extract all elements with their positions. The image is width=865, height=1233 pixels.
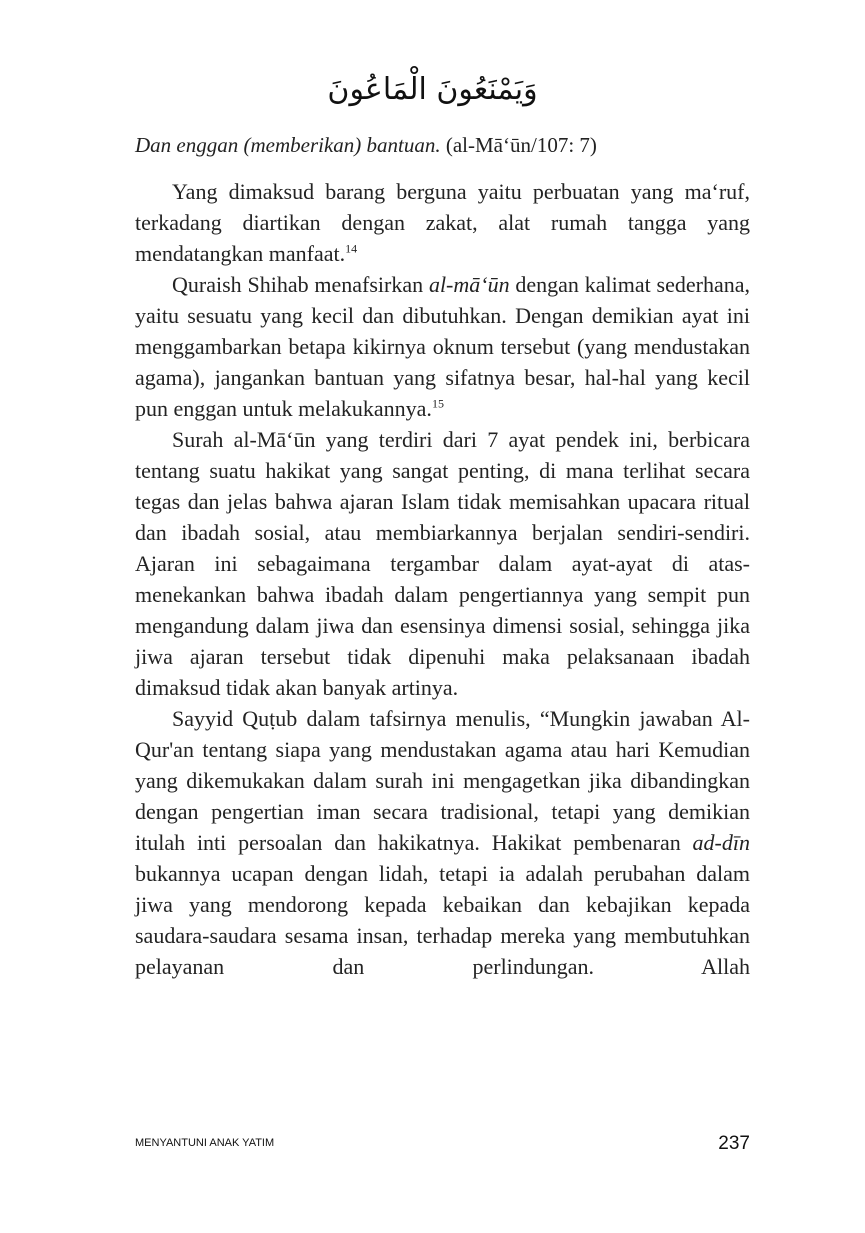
paragraph-3 xyxy=(135,424,750,703)
translation-text: Dan enggan (memberikan) bantuan. xyxy=(135,133,441,157)
paragraph-2-text-a: Quraish Shihab menafsirkan xyxy=(172,272,429,297)
paragraph-4 xyxy=(135,703,750,982)
footnote-ref-14[interactable]: 14 xyxy=(345,241,358,256)
paragraph-1-text: Yang dimaksud barang berguna yaitu perbuatan yang ma‘ruf, terkadang diartikan dengan zakat, alat rumah tangga yang mendatangkan manfaat. xyxy=(135,179,750,266)
paragraph-1 xyxy=(135,176,750,269)
term-al-maun: al-mā‘ūn xyxy=(428,272,510,297)
arabic-verse: وَيَمْنَعُونَ الْمَاعُونَ xyxy=(327,72,538,107)
footnote-ref-15[interactable]: 15 xyxy=(431,396,444,411)
paragraph-4-text-a: Sayyid Quṭub dalam tafsirnya menulis, “Mungkin jawaban Al-Qur'an tentang siapa yang mendustakan agama atau hari Kemudian yang dikemukakan dalam surah ini mengagetkan jika dibandingkan dengan pengertian iman secara tradisional, tetapi yang demikian itulah inti persoalan dan hakikatnya. Hakikat pembenaran xyxy=(135,706,750,855)
verse-translation xyxy=(135,133,735,158)
paragraph-3-text: Surah al-Mā‘ūn yang terdiri dari 7 ayat pendek ini, berbicara tentang suatu hakikat yang sangat penting, di mana terlihat secara tegas dan jelas bahwa ajaran Islam tidak memisahkan upacara ritual dan ibadah sosial, atau membiarkannya berjalan sendiri-sendiri. Ajaran ini sebagaimana tergambar dalam ayat-ayat di atas-menekankan bahwa ibadah dalam pengertiannya yang sempit pun mengandung dalam jiwa dan esensinya dimensi sosial, sehingga jika jiwa ajaran tersebut tidak dipenuhi maka pelaksanaan ibadah dimaksud tidak akan banyak artinya. xyxy=(135,427,750,700)
paragraph-4-text-b: bukannya ucapan dengan lidah, tetapi ia adalah perubahan dalam jiwa yang mendorong kepada kebaikan dan kebajikan kepada saudara-saudara sesama insan, terhadap mereka yang membutuhkan pelayanan dan perlindungan. Allah xyxy=(135,861,750,979)
term-ad-din: ad-dīn xyxy=(692,830,750,855)
body-text xyxy=(135,176,750,982)
paragraph-2-text-b: dengan kalimat sederhana, yaitu sesuatu yang kecil dan dibutuhkan. Dengan demikian ayat ini menggambarkan betapa kikirnya oknum tersebut (yang mendustakan agama), jangankan bantuan yang sifatnya besar, hal-hal yang kecil pun enggan untuk melakukannya. xyxy=(135,272,750,421)
paragraph-2 xyxy=(135,269,750,424)
running-title: MENYANTUNI ANAK YATIM xyxy=(135,1137,275,1149)
verse-reference: (al-Mā‘ūn/107: 7) xyxy=(445,133,597,157)
page-number: 237 xyxy=(718,1133,750,1154)
